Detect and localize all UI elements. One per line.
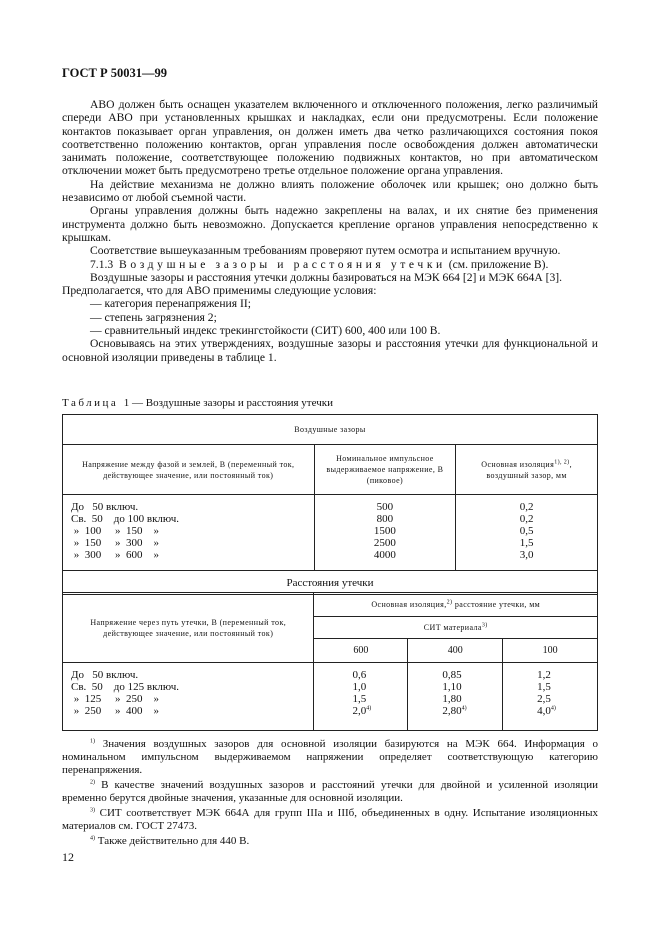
table-row: » 250 » 400 » xyxy=(71,705,159,717)
col-header-creepage-voltage: Напряжение через путь утечки, В (переменный ток, действующее значение, или постоянный ток) xyxy=(63,593,314,663)
table-cell: 1500 xyxy=(373,525,396,537)
table-row: » 100 » 150 » xyxy=(71,525,159,537)
body-text xyxy=(62,98,598,364)
document-code: ГОСТ Р 50031—99 xyxy=(62,66,168,80)
cti-400: 400 xyxy=(408,639,503,663)
footnote: $^{4)}$ Также действительно для 440 В. xyxy=(90,835,250,847)
table-row: » 150 » 300 » xyxy=(71,537,159,549)
col-header-creepage: Основная изоляция,$^{2)}$ расстояние утечки, мм xyxy=(314,593,598,617)
col-header-voltage: Напряжение между фазой и землей, В (переменный ток, действующее значение, или постоянный ток) xyxy=(63,445,315,495)
footnote: $^{2)}$ В качестве значений воздушных зазоров и расстояний утечки для двойной и усиленной изоляции временно берутся двойные значения, указанные для основной изоляции. xyxy=(62,779,599,804)
table-caption xyxy=(62,397,333,409)
table-cell: 500 xyxy=(376,501,394,513)
table-cell: 2,0$^{4)}$ xyxy=(352,705,372,717)
list-item: — сравнительный индекс трекингстойкости (СИТ) 600, 400 или 100 В. xyxy=(90,324,441,338)
cti-600: 600 xyxy=(314,639,408,663)
table-row: До 50 включ. xyxy=(71,669,139,681)
table-cell: 800 xyxy=(376,513,394,525)
table-row: Св. 50 до 125 включ. xyxy=(71,681,179,693)
cti-100: 100 xyxy=(503,639,598,663)
section-air-clearances-title: Воздушные зазоры xyxy=(63,415,598,445)
paragraph: Соответствие вышеуказанным требованиям проверяют путем осмотра и испытанием вручную. xyxy=(90,244,561,258)
table-cell: 0,85 xyxy=(442,669,462,681)
paragraph: Предполагается, что для АВО применимы следующие условия: xyxy=(62,284,377,298)
table-cell: 1,5 xyxy=(352,693,367,705)
table-notes xyxy=(62,738,598,850)
footnote: $^{1)}$ Значения воздушных зазоров для основной изоляции базируются на МЭК 664. Информация о номинальном импульсном выдерживаемом напряжении определяет соответствующую категорию перенапряжения. xyxy=(62,738,598,776)
table-row: Св. 50 до 100 включ. xyxy=(71,513,179,525)
section-creepage-title: Расстояния утечки xyxy=(63,571,598,595)
clause-number: 7.1.3 xyxy=(90,257,114,271)
table-cell: 2,5 xyxy=(537,693,551,705)
table-row: » 300 » 600 » xyxy=(71,549,159,561)
table-cell: 3,0 xyxy=(519,549,534,561)
table-cell: 0,2 xyxy=(519,513,534,525)
clause-reference: (см. приложение В). xyxy=(448,257,549,271)
cti-100-values xyxy=(503,663,598,731)
cti-400-values xyxy=(408,663,503,731)
creepage-voltage-ranges-cell xyxy=(63,663,314,731)
voltage-ranges-cell xyxy=(63,495,315,571)
paragraph: Органы управления должны быть надежно закреплены на валах, и их снятие без применения инструмента должно быть невозможно. Допускается крепление органов управления непосредственно к крышкам. xyxy=(62,204,598,244)
paragraph: АВО должен быть оснащен указателем включенного и отключенного положения, легко различимый спереди АВО при установленных крышках и накладках, если они предусмотрены. Если положение контактов показывает орган управления, он должен иметь два четко различающихся состояния покоя соответственно положению контактов, орган управления после освобождения должен автоматически занимать положение, соответствующее положению подвижных контактов, но при автоматическом отключении может быть предусмотрено третье отдельное положение органа управления. xyxy=(62,98,598,178)
impulse-values-cell xyxy=(314,495,456,571)
table-cell: 0,6 xyxy=(352,669,367,681)
cti-600-values xyxy=(314,663,408,731)
clearance-table xyxy=(62,414,598,595)
page-number: 12 xyxy=(62,850,74,864)
table-cell: 1,2 xyxy=(537,669,551,681)
table-cell: 4000 xyxy=(373,549,396,561)
col-header-gap: Основная изоляция$^{1), 2)}$, воздушный зазор, мм xyxy=(456,445,598,495)
list-item: — степень загрязнения 2; xyxy=(90,310,217,324)
table-cell: 1,5 xyxy=(519,537,534,549)
table-cell: 1,5 xyxy=(537,681,551,693)
table-cell: 0,2 xyxy=(519,501,534,513)
table-caption-word: Таблица xyxy=(62,397,119,409)
paragraph: На действие механизма не должно влиять положение оболочек или крышек; оно должно быть независимо от любой съемной части. xyxy=(62,177,598,205)
table-cell: 1,0 xyxy=(352,681,367,693)
table-cell: 0,5 xyxy=(519,525,534,537)
table-row: » 125 » 250 » xyxy=(71,693,159,705)
clause-7-1-3 xyxy=(62,258,598,271)
table-cell: 4,0$^{4)}$ xyxy=(537,705,556,717)
list-item: — категория перенапряжения II; xyxy=(90,297,251,311)
col-header-impulse: Номинальное импульсное выдерживаемое напряжение, В (пиковое) xyxy=(314,445,456,495)
paragraph: Воздушные зазоры и расстояния утечки должны базироваться на МЭК 664 [2] и МЭК 664А [3]. xyxy=(90,270,563,284)
table-cell: 1,10 xyxy=(442,681,462,693)
table-caption-text: 1 — Воздушные зазоры и расстояния утечки xyxy=(123,397,333,409)
table-cell: 2,80$^{4)}$ xyxy=(442,705,467,717)
clause-title: Воздушные зазоры и расстояния утечки xyxy=(118,257,446,271)
footnote: $^{3)}$ СИТ соответствует МЭК 664А для групп IIIа и IIIб, объединенных в одну. Испытание изоляционных материалов см. ГОСТ 27473. xyxy=(62,807,598,832)
table-cell: 1,80 xyxy=(442,693,462,705)
table-cell: 2500 xyxy=(373,537,396,549)
col-header-cti: СИТ материала$^{3)}$ xyxy=(314,617,598,639)
gap-values-cell xyxy=(456,495,598,571)
creepage-table xyxy=(62,592,598,731)
table-row: До 50 включ. xyxy=(71,501,139,513)
paragraph: Основываясь на этих утверждениях, воздушные зазоры и расстояния утечки для функциональной и основной изоляции приведены в таблице 1. xyxy=(62,337,598,364)
